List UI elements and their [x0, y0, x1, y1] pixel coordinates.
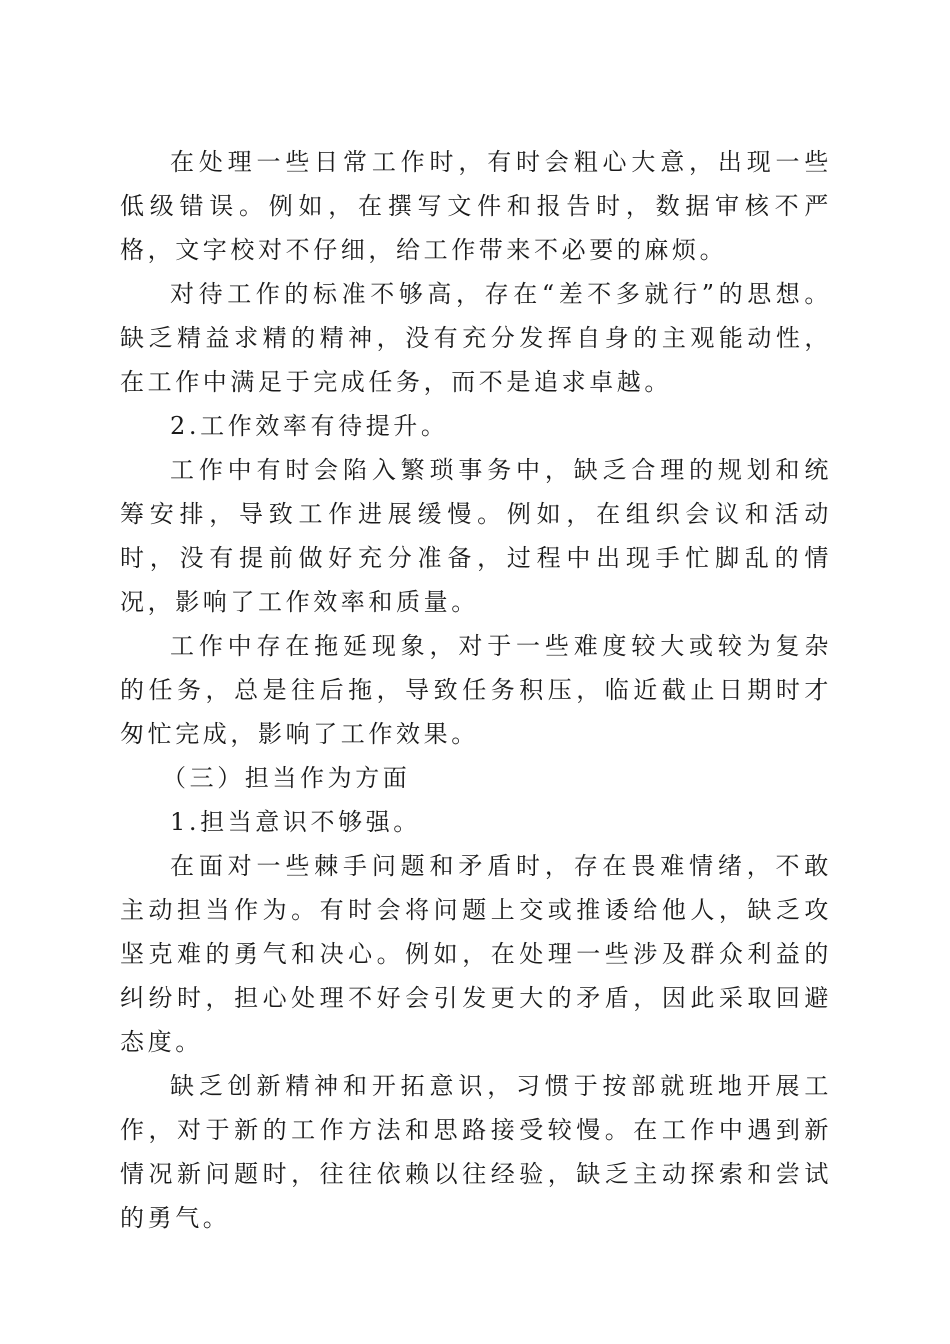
paragraph-poor-planning: 工作中有时会陷入繁琐事务中，缺乏合理的规划和统筹安排，导致工作进展缓慢。例如，在组织会议和活动时，没有提前做好充分准备，过程中出现手忙脚乱的情况，影响了工作效率和质量。 [120, 456, 832, 616]
document-body [120, 140, 832, 1240]
paragraph-avoiding-difficulty: 在面对一些棘手问题和矛盾时，存在畏难情绪，不敢主动担当作为。有时会将问题上交或推诿给他人，缺乏攻坚克难的勇气和决心。例如，在处理一些涉及群众利益的纠纷时，担心处理不好会引发更大的矛盾，因此采取回避态度。 [120, 852, 832, 1056]
paragraph-lack-innovation: 缺乏创新精神和开拓意识，习惯于按部就班地开展工作，对于新的工作方法和思路接受较慢。在工作中遇到新情况新问题时，往往依赖以往经验，缺乏主动探索和尝试的勇气。 [120, 1072, 832, 1232]
paragraph-procrastination: 工作中存在拖延现象，对于一些难度较大或较为复杂的任务，总是往后拖，导致任务积压，临近截止日期时才匆忙完成，影响了工作效果。 [120, 632, 832, 748]
subheading-efficiency: 2.工作效率有待提升。 [170, 412, 449, 440]
paragraph-low-standards: 对待工作的标准不够高，存在“差不多就行”的思想。缺乏精益求精的精神，没有充分发挥自身的主观能动性，在工作中满足于完成任务，而不是追求卓越。 [120, 280, 832, 396]
paragraph-careless-errors: 在处理一些日常工作时，有时会粗心大意，出现一些低级错误。例如，在撰写文件和报告时，数据审核不严格，文字校对不仔细，给工作带来不必要的麻烦。 [120, 148, 832, 264]
section-heading-responsibility: （三）担当作为方面 [162, 764, 411, 792]
subheading-responsibility-awareness: 1.担当意识不够强。 [170, 808, 421, 836]
